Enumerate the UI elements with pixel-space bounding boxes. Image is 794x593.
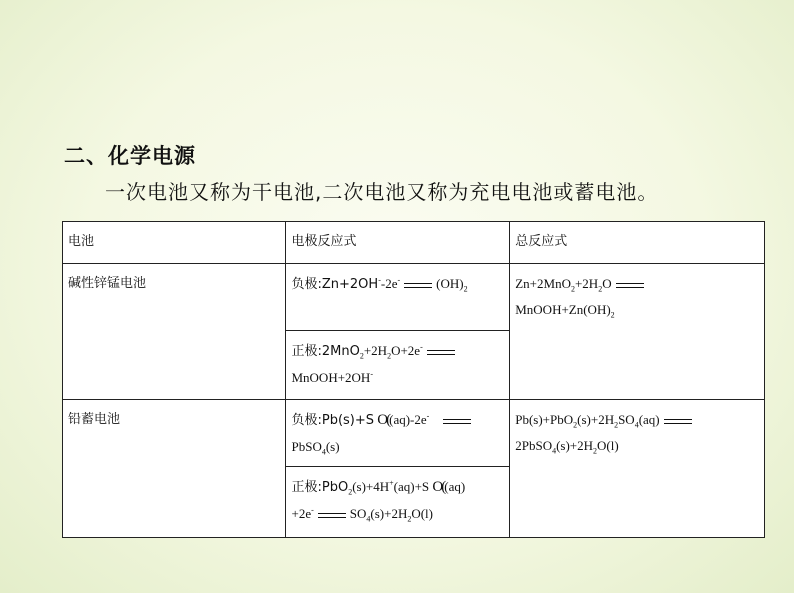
equals-sign: [664, 419, 692, 424]
equals-sign: [318, 513, 346, 518]
header-total-reaction: 总反应式: [510, 222, 765, 264]
header-battery: 电池: [63, 222, 286, 264]
intro-text: 一次电池又称为干电池,二次电池又称为充电电池或蓄电池。: [105, 180, 659, 204]
header-electrode-reaction: 电极反应式: [286, 222, 510, 264]
total-reaction: $Pb(s)+PbO_2(s)+2H_2SO_4(aq)$ $2PbSO_4(s)+2H_2O(l)$: [510, 400, 765, 538]
negative-electrode-reaction: 负极:Zn+2OH--2e- $(OH)_2$: [286, 264, 510, 331]
equals-sign: [427, 350, 455, 355]
battery-name: 碱性锌锰电池: [63, 264, 286, 400]
section-heading: 二、化学电源: [64, 144, 196, 168]
battery-table: [62, 221, 765, 538]
battery-name: 铅蓄电池: [63, 400, 286, 538]
table-row: [63, 400, 765, 467]
equals-sign: [443, 419, 471, 424]
sulfate-bracket-icon: (: [386, 412, 390, 428]
table-header-row: [63, 222, 765, 264]
table-row: [63, 264, 765, 331]
total-reaction: $Zn+2MnO_2+2H_2O$ $MnOOH+Zn(OH)_2$: [510, 264, 765, 400]
sulfate-bracket-icon: (: [441, 479, 445, 495]
equals-sign: [404, 283, 432, 288]
positive-electrode-reaction: 正极:PbO$_2$(s)+4H+(aq)+S O((aq) +2e- $SO_4(s)+2H_2O(l)$: [286, 467, 510, 538]
negative-electrode-reaction: 负极:Pb(s)+S O((aq)-2e- PbSO$_4$(s): [286, 400, 510, 467]
positive-electrode-reaction: 正极$:2MnO_2+2H_2O+2e^-$ MnOOH+2OH-: [286, 331, 510, 400]
equals-sign: [616, 283, 644, 288]
